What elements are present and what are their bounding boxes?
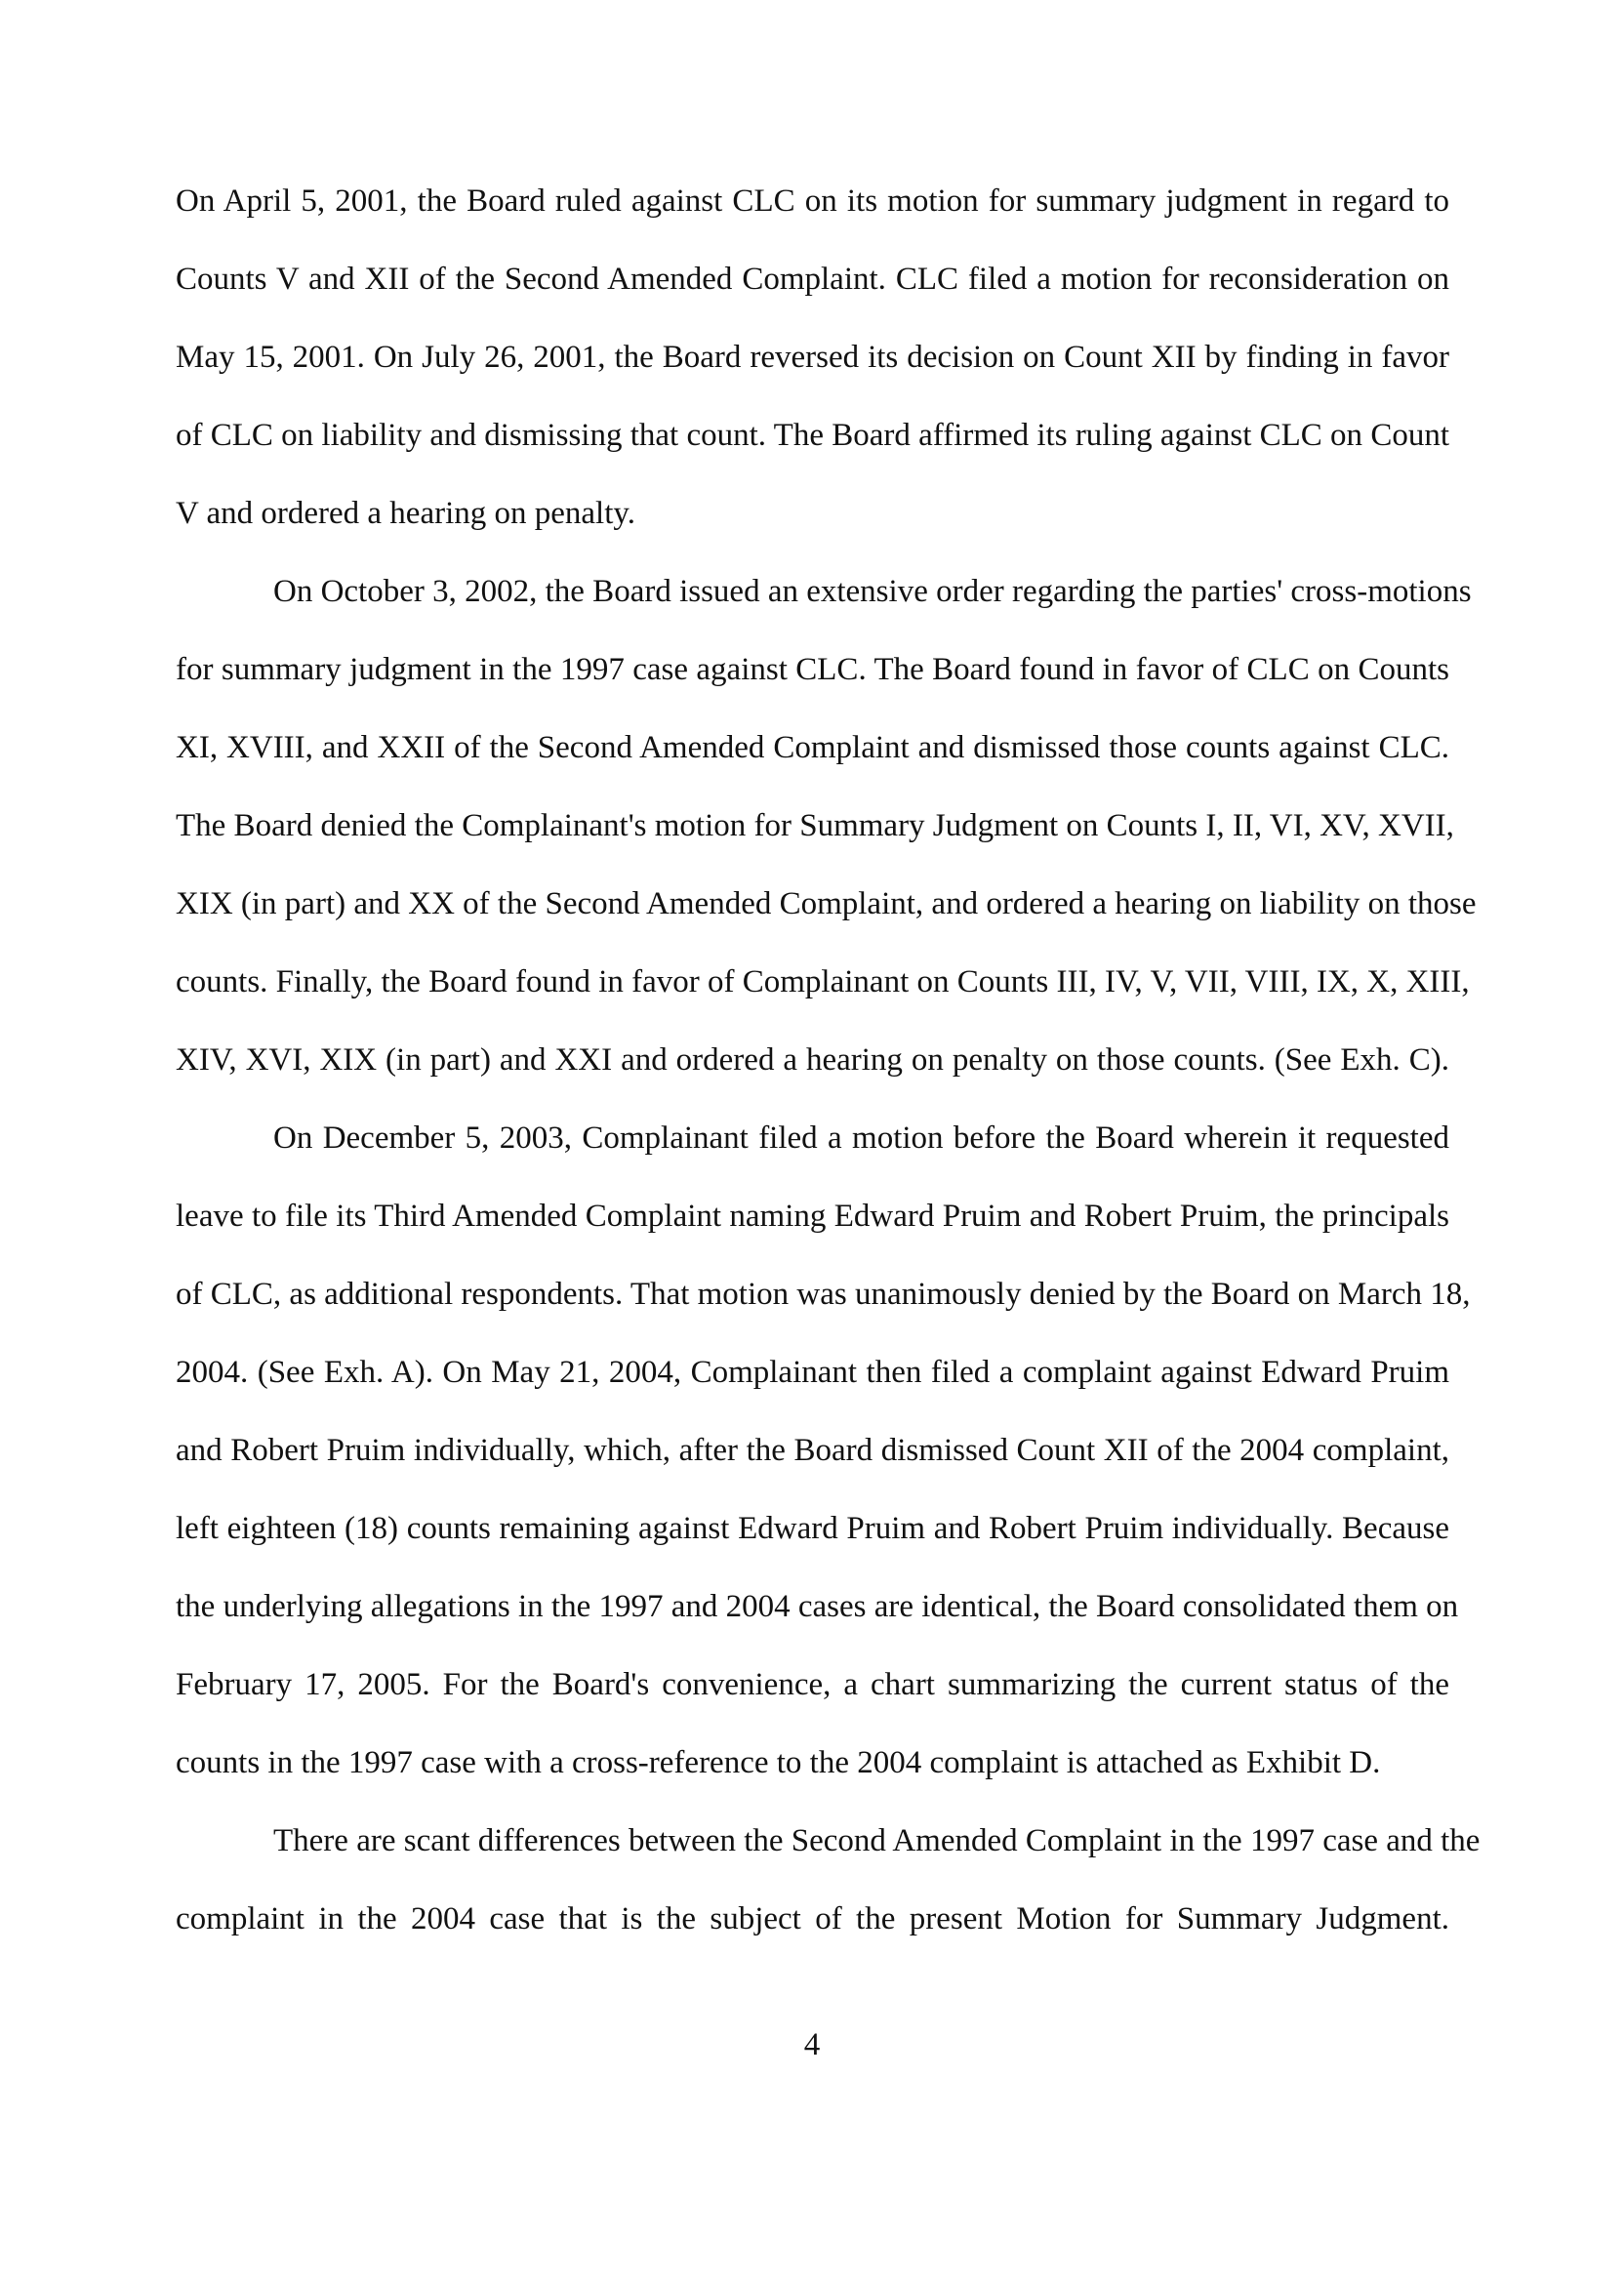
text-line: V and ordered a hearing on penalty.	[176, 496, 635, 531]
text-line: Counts V and XII of the Second Amended Complaint. CLC filed a motion for reconsideration on	[176, 262, 1449, 297]
text-line: XIX (in part) and XX of the Second Amended Complaint, and ordered a hearing on liability on those	[176, 886, 1477, 921]
text-line: On April 5, 2001, the Board ruled against CLC on its motion for summary judgment in regard to	[176, 183, 1449, 219]
text-line: the underlying allegations in the 1997 and 2004 cases are identical, the Board consolidated them on	[176, 1589, 1459, 1624]
text-line: XIV, XVI, XIX (in part) and XXI and ordered a hearing on penalty on those counts. (See Exh. C).	[176, 1042, 1449, 1078]
text-line: 2004. (See Exh. A). On May 21, 2004, Complainant then filed a complaint against Edward Pruim	[176, 1355, 1449, 1390]
text-line: complaint in the 2004 case that is the subject of the present Motion for Summary Judgment.	[176, 1901, 1449, 1936]
text-line: On December 5, 2003, Complainant filed a motion before the Board wherein it requested	[273, 1121, 1449, 1156]
text-line: of CLC on liability and dismissing that count. The Board affirmed its ruling against CLC on Count	[176, 418, 1449, 453]
text-line: There are scant differences between the Second Amended Complaint in the 1997 case and the	[273, 1823, 1481, 1858]
text-line: and Robert Pruim individually, which, after the Board dismissed Count XII of the 2004 complaint,	[176, 1433, 1449, 1468]
text-line: counts. Finally, the Board found in favor of Complainant on Counts III, IV, V, VII, VIII, IX, X, XIII,	[176, 964, 1470, 999]
text-line: counts in the 1997 case with a cross-reference to the 2004 complaint is attached as Exhibit D.	[176, 1745, 1381, 1780]
text-line: left eighteen (18) counts remaining against Edward Pruim and Robert Pruim individually. Because	[176, 1511, 1449, 1546]
page-number: 4	[803, 2027, 821, 2062]
text-line: leave to file its Third Amended Complaint naming Edward Pruim and Robert Pruim, the principals	[176, 1199, 1449, 1234]
text-line: On October 3, 2002, the Board issued an extensive order regarding the parties' cross-motions	[273, 574, 1472, 609]
text-line: for summary judgment in the 1997 case against CLC. The Board found in favor of CLC on Counts	[176, 652, 1449, 687]
text-line: The Board denied the Complainant's motion for Summary Judgment on Counts I, II, VI, XV, XVII,	[176, 808, 1454, 843]
text-line: February 17, 2005. For the Board's convenience, a chart summarizing the current status of the	[176, 1667, 1449, 1702]
text-line: XI, XVIII, and XXII of the Second Amended Complaint and dismissed those counts against CLC.	[176, 730, 1449, 765]
text-line: of CLC, as additional respondents. That motion was unanimously denied by the Board on March 18,	[176, 1277, 1471, 1312]
text-line: May 15, 2001. On July 26, 2001, the Board reversed its decision on Count XII by finding in favor	[176, 340, 1449, 375]
body-text	[176, 174, 1481, 1970]
